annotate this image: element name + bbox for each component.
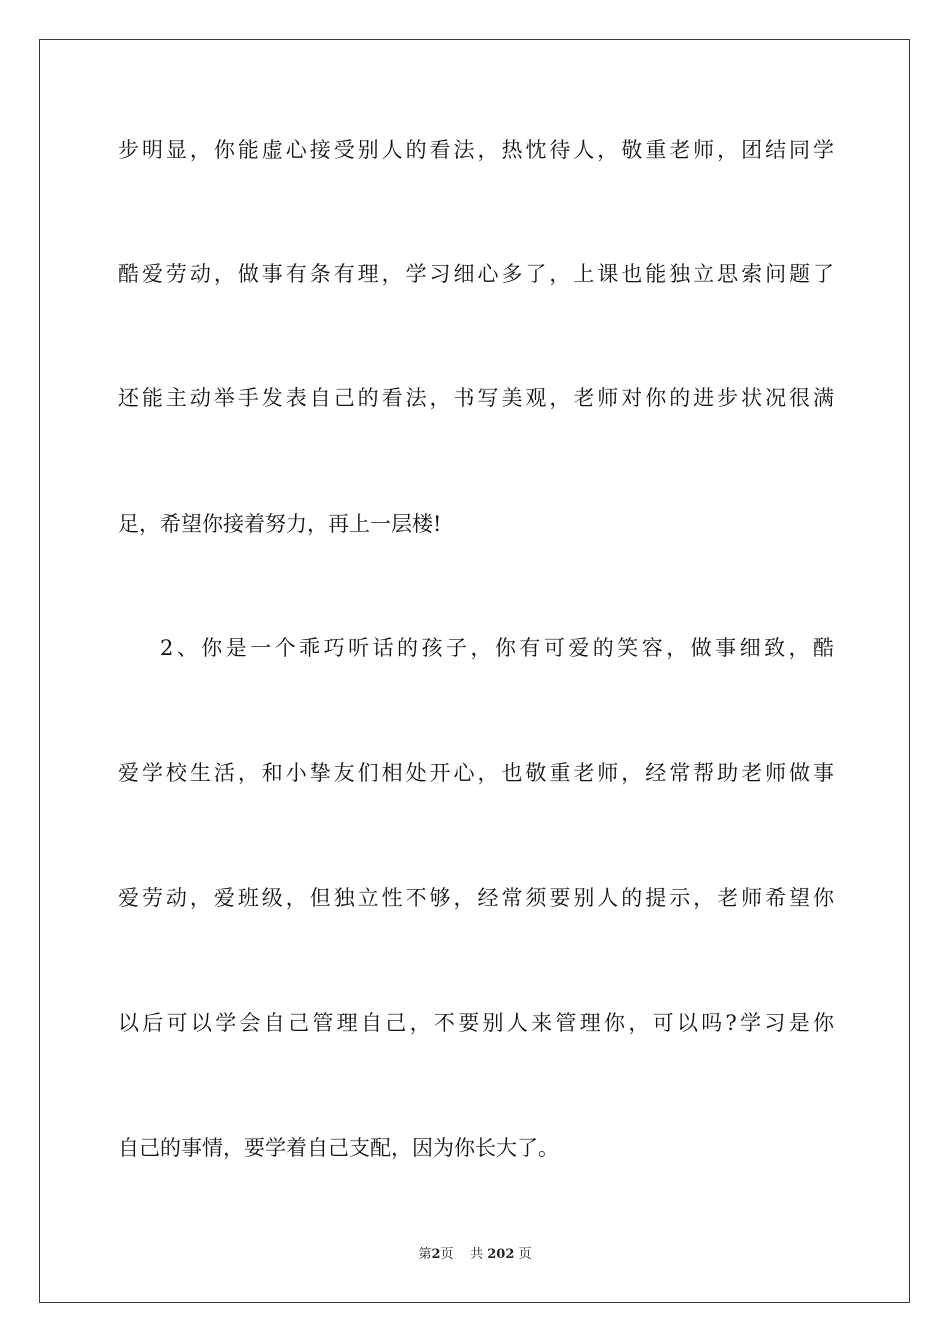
page-footer xyxy=(0,1246,950,1264)
page-suffix: 页 xyxy=(440,1247,454,1262)
text-line: 2、你是一个乖巧听话的孩子，你有可爱的笑容，做事细致，酷 xyxy=(160,636,834,660)
total-pages: 202 xyxy=(487,1247,515,1262)
page-prefix: 第 xyxy=(418,1247,432,1262)
text-line: 爱学校生活，和小挚友们相处开心，也敬重老师，经常帮助老师做事 xyxy=(118,761,834,785)
text-line: 爱劳动，爱班级，但独立性不够，经常须要别人的提示，老师希望你 xyxy=(118,886,834,910)
page-border xyxy=(39,39,910,1303)
text-line: 足，希望你接着努力，再上一层楼! xyxy=(118,512,442,536)
total-prefix: 共 xyxy=(470,1247,484,1262)
total-suffix: 页 xyxy=(518,1247,532,1262)
text-line: 以后可以学会自己管理自己，不要别人来管理你，可以吗?学习是你 xyxy=(118,1011,834,1035)
text-line: 酷爱劳动，做事有条有理，学习细心多了，上课也能独立思索问题了 xyxy=(118,262,834,286)
text-line: 步明显，你能虚心接受别人的看法，热忱待人，敬重老师，团结同学 xyxy=(118,138,834,162)
text-line: 自己的事情，要学着自己支配，因为你长大了。 xyxy=(118,1136,559,1160)
text-line: 还能主动举手发表自己的看法，书写美观，老师对你的进步状况很满 xyxy=(118,386,834,410)
page-number: 2 xyxy=(431,1247,441,1262)
